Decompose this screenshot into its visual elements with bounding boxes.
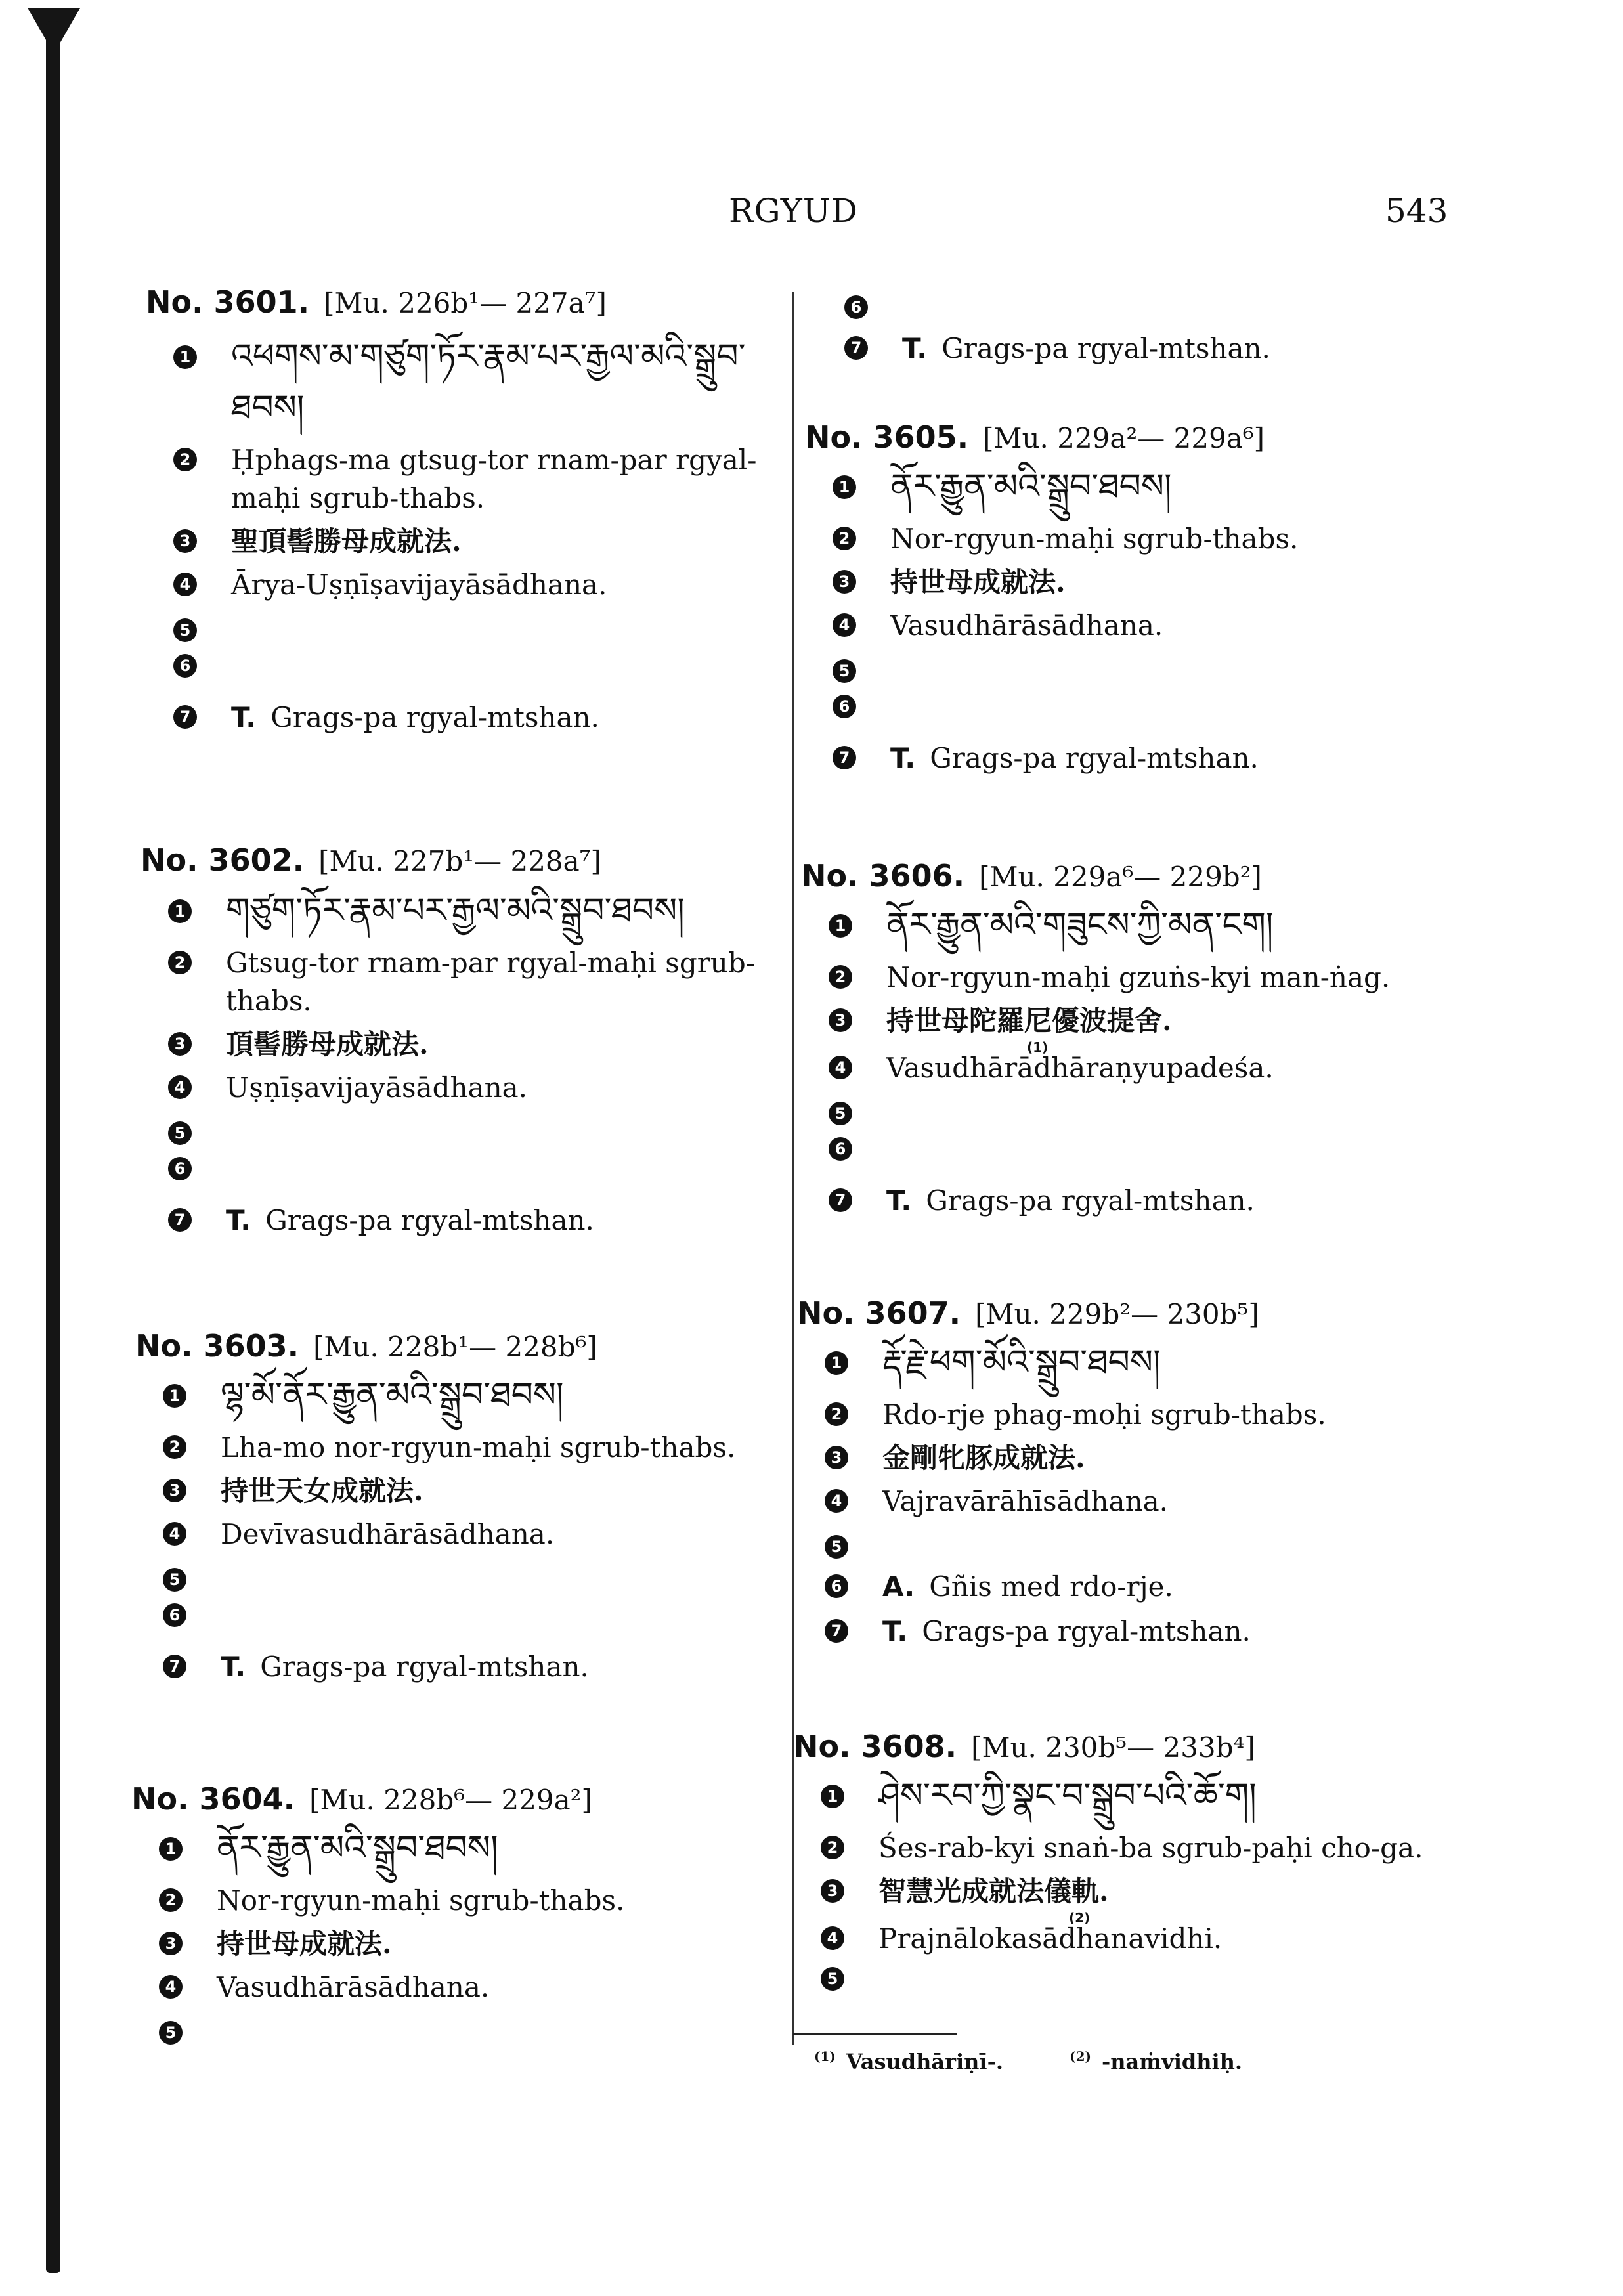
transliteration: 2 Lha-mo nor-rgyun-maḥi sgrub-thabs. bbox=[135, 1429, 776, 1467]
entry-3607 bbox=[797, 1293, 1473, 1651]
tibetan-title: 1 ནོར་རྒྱུན་མའི་སྒྲུབ་ཐབས། bbox=[805, 461, 1473, 512]
marker-5: 5 bbox=[825, 1535, 848, 1559]
translator: 7 T. Grags-pa rgyal-mtshan. bbox=[797, 1613, 1473, 1651]
footnote-2: $^{(2)}$ -naṁvidhiḥ. bbox=[1070, 2048, 1243, 2074]
empty-field-5 bbox=[793, 1958, 1473, 2005]
translator: 7 T. Grags-pa rgyal-mtshan. bbox=[146, 699, 776, 737]
marker-5: 5 bbox=[821, 1967, 844, 1991]
marker-3: 3 bbox=[159, 1932, 183, 1955]
transliteration: 2 Nor-rgyun-maḥi sgrub-thabs. bbox=[805, 520, 1473, 558]
entry-number: No. 3602. bbox=[141, 842, 305, 878]
marker-7: 7 bbox=[173, 705, 197, 729]
marker-6: 6 bbox=[844, 295, 868, 319]
sanskrit-title: 4 Uṣṇīṣavijayāsādhana. bbox=[141, 1069, 776, 1107]
marker-4: 4 bbox=[829, 1056, 852, 1079]
marker-7: 7 bbox=[844, 336, 868, 360]
marker-6: 6 bbox=[825, 1574, 848, 1598]
marker-2: 2 bbox=[833, 527, 856, 550]
marker-3: 3 bbox=[163, 1479, 186, 1502]
marker-2: 2 bbox=[159, 1888, 183, 1912]
marker-4: 4 bbox=[163, 1522, 186, 1546]
entry-heading bbox=[805, 418, 1473, 457]
tibetan-title: 1 ནོར་རྒྱུན་མའི་སྒྲུབ་ཐབས། bbox=[131, 1823, 776, 1874]
transliteration: 2 Nor-rgyun-maḥi gzuṅs-kyi man-ṅag. bbox=[801, 959, 1473, 997]
tibetan-title: 1 རྡོ་རྗེ་ཕག་མོའི་སྒྲུབ་ཐབས། bbox=[797, 1337, 1473, 1388]
entry-number: No. 3608. bbox=[793, 1729, 957, 1764]
marker-7: 7 bbox=[829, 1188, 852, 1212]
footnote-rule bbox=[793, 2033, 957, 2035]
marker-3: 3 bbox=[168, 1032, 192, 1056]
marker-6: 6 bbox=[163, 1603, 186, 1627]
translator: 7 T. Grags-pa rgyal-mtshan. bbox=[805, 739, 1473, 777]
marker-2: 2 bbox=[168, 951, 192, 974]
marker-5: 5 bbox=[168, 1121, 192, 1145]
chinese-title: 3 頂髻勝母成就法. bbox=[141, 1026, 776, 1064]
entry-3602 bbox=[141, 840, 776, 1240]
entry-number: No. 3603. bbox=[135, 1328, 299, 1364]
marker-3: 3 bbox=[833, 570, 856, 594]
marker-6: 6 bbox=[829, 1137, 852, 1161]
transliteration: 2 Śes-rab-kyi snaṅ-ba sgrub-paḥi cho-ga. bbox=[793, 1829, 1473, 1867]
marker-1: 1 bbox=[833, 475, 856, 499]
chinese-title: 3 金剛牝豚成就法. bbox=[797, 1439, 1473, 1477]
empty-field-6 bbox=[135, 1601, 776, 1648]
entry-number: No. 3601. bbox=[146, 284, 310, 320]
marker-1: 1 bbox=[159, 1837, 183, 1861]
entry-3604 bbox=[131, 1779, 776, 2054]
chinese-title: 3 智慧光成就法儀軌. (2) bbox=[793, 1873, 1473, 1911]
mu-reference: [Mu. 228b⁶— 229a²] bbox=[309, 1784, 592, 1816]
chinese-title: 3 持世母成就法. bbox=[131, 1925, 776, 1963]
entry-3604-continued bbox=[817, 289, 1473, 368]
marker-2: 2 bbox=[829, 965, 852, 989]
chinese-title: 3 持世母陀羅尼優波提舍. (1) bbox=[801, 1002, 1473, 1040]
chinese-title: 3 持世天女成就法. bbox=[135, 1472, 776, 1510]
tibetan-title: 1 ཤེས་རབ་ཀྱི་སྣང་བ་སྒྲུབ་པའི་ཆོ་ག། bbox=[793, 1770, 1473, 1821]
marker-4: 4 bbox=[173, 573, 197, 596]
marker-2: 2 bbox=[173, 448, 197, 471]
translator: 7 T. Grags-pa rgyal-mtshan. bbox=[135, 1648, 776, 1686]
empty-field-5 bbox=[797, 1521, 1473, 1568]
entry-heading bbox=[801, 856, 1473, 896]
mu-reference: [Mu. 230b⁵— 233b⁴] bbox=[971, 1731, 1255, 1764]
marker-3: 3 bbox=[821, 1879, 844, 1903]
mu-reference: [Mu. 227b¹— 228a⁷] bbox=[318, 845, 601, 877]
sanskrit-title: 4 Vasudhārādhāraṇyupadeśa. bbox=[801, 1049, 1473, 1087]
marker-5: 5 bbox=[829, 1102, 852, 1125]
marker-1: 1 bbox=[173, 345, 197, 369]
footnotes bbox=[814, 2048, 1301, 2074]
entry-number: No. 3605. bbox=[805, 420, 969, 455]
marker-1: 1 bbox=[168, 899, 192, 923]
transliteration: 2 Rdo-rje phag-moḥi sgrub-thabs. bbox=[797, 1396, 1473, 1434]
marker-7: 7 bbox=[168, 1208, 192, 1232]
transliteration: 2 Ḥphags-ma gtsug-tor rnam-par rgyal-maḥi sgrub-thabs. bbox=[146, 441, 776, 517]
entry-number: No. 3606. bbox=[801, 858, 965, 894]
chinese-title: 3 聖頂髻勝母成就法. bbox=[146, 523, 776, 561]
author: 6 A. Gñis med rdo-rje. bbox=[797, 1568, 1473, 1606]
empty-field-5 bbox=[801, 1087, 1473, 1135]
entry-heading bbox=[141, 840, 776, 880]
marker-3: 3 bbox=[825, 1446, 848, 1469]
marker-6: 6 bbox=[168, 1157, 192, 1180]
marker-3: 3 bbox=[829, 1008, 852, 1032]
marker-5: 5 bbox=[173, 618, 197, 642]
mu-reference: [Mu. 229a⁶— 229b²] bbox=[979, 861, 1262, 893]
marker-5: 5 bbox=[159, 2021, 183, 2045]
translator: 7 T. Grags-pa rgyal-mtshan. bbox=[141, 1202, 776, 1240]
entry-heading bbox=[135, 1326, 776, 1366]
footnote-marker: (1) bbox=[1027, 1039, 1049, 1055]
footnote-marker: (2) bbox=[1069, 1910, 1091, 1926]
tibetan-title: 1 ནོར་རྒྱུན་མའི་གཟུངས་ཀྱི་མན་ངག། bbox=[801, 899, 1473, 951]
page-number: 543 bbox=[1385, 192, 1448, 230]
footnote-1: $^{(1)}$ Vasudhāriṇī-. bbox=[814, 2048, 1003, 2074]
tibetan-title: 1 གཙུག་ཏོར་རྣམ་པར་རྒྱལ་མའི་སྒྲུབ་ཐབས། bbox=[141, 885, 776, 936]
empty-field-5 bbox=[805, 645, 1473, 692]
entry-heading bbox=[797, 1293, 1473, 1333]
translator: 7 T. Grags-pa rgyal-mtshan. bbox=[801, 1182, 1473, 1220]
sanskrit-title: 4 Devīvasudhārāsādhana. bbox=[135, 1515, 776, 1553]
entry-heading bbox=[793, 1727, 1473, 1766]
chinese-title: 3 持世母成就法. bbox=[805, 563, 1473, 601]
marker-1: 1 bbox=[829, 914, 852, 938]
marker-5: 5 bbox=[833, 659, 856, 683]
marker-4: 4 bbox=[825, 1489, 848, 1513]
marker-6: 6 bbox=[173, 654, 197, 678]
marker-6: 6 bbox=[833, 695, 856, 718]
entry-3603 bbox=[135, 1326, 776, 1686]
mu-reference: [Mu. 229b²— 230b⁵] bbox=[975, 1298, 1259, 1330]
marker-3: 3 bbox=[173, 529, 197, 553]
sanskrit-title: 4 Prajnālokasādhanavidhi. bbox=[793, 1920, 1473, 1958]
marker-7: 7 bbox=[163, 1655, 186, 1678]
marker-4: 4 bbox=[159, 1975, 183, 1999]
marker-7: 7 bbox=[833, 746, 856, 769]
transliteration: 2 Nor-rgyun-maḥi sgrub-thabs. bbox=[131, 1882, 776, 1920]
marker-1: 1 bbox=[163, 1384, 186, 1408]
sanskrit-title: 4 Vajravārāhīsādhana. bbox=[797, 1483, 1473, 1521]
marker-4: 4 bbox=[168, 1075, 192, 1099]
entry-number: No. 3607. bbox=[797, 1295, 961, 1331]
marker-2: 2 bbox=[163, 1435, 186, 1459]
translator: 7 T. Grags-pa rgyal-mtshan. bbox=[817, 330, 1473, 368]
empty-field-5 bbox=[141, 1107, 776, 1154]
tibetan-title: 1 འཕགས་མ་གཙུག་ཏོར་རྣམ་པར་རྒྱལ་མའི་སྒྲུབ་ཐབས། bbox=[146, 331, 776, 433]
mu-reference: [Mu. 229a²— 229a⁶] bbox=[983, 422, 1265, 454]
marker-4: 4 bbox=[833, 613, 856, 637]
marker-1: 1 bbox=[821, 1785, 844, 1808]
empty-field-6 bbox=[817, 289, 1473, 330]
running-header: RGYUD bbox=[729, 192, 858, 230]
empty-field-6 bbox=[805, 692, 1473, 739]
entry-heading bbox=[131, 1779, 776, 1819]
marker-4: 4 bbox=[821, 1926, 844, 1950]
mu-reference: [Mu. 228b¹— 228b⁶] bbox=[313, 1331, 597, 1363]
empty-field-6 bbox=[801, 1135, 1473, 1182]
transliteration: 2 Gtsug-tor rnam-par rgyal-maḥi sgrub-thabs. bbox=[141, 944, 776, 1020]
empty-field-5 bbox=[146, 604, 776, 651]
empty-field-6 bbox=[146, 651, 776, 699]
entry-heading bbox=[146, 282, 776, 322]
marker-1: 1 bbox=[825, 1351, 848, 1375]
tibetan-title: 1 ལྷ་མོ་ནོར་རྒྱུན་མའི་སྒྲུབ་ཐབས། bbox=[135, 1370, 776, 1421]
entry-number: No. 3604. bbox=[131, 1781, 295, 1817]
book-binding-edge bbox=[41, 8, 67, 2286]
empty-field-5 bbox=[131, 2006, 776, 2054]
empty-field-5 bbox=[135, 1553, 776, 1601]
marker-2: 2 bbox=[825, 1402, 848, 1426]
sanskrit-title: 4 Ārya-Uṣṇīṣavijayāsādhana. bbox=[146, 566, 776, 604]
entry-3601 bbox=[146, 282, 776, 737]
empty-field-6 bbox=[141, 1154, 776, 1202]
mu-reference: [Mu. 226b¹— 227a⁷] bbox=[324, 287, 607, 319]
marker-2: 2 bbox=[821, 1836, 844, 1859]
marker-7: 7 bbox=[825, 1619, 848, 1643]
entry-3606 bbox=[801, 856, 1473, 1220]
entry-3605 bbox=[805, 418, 1473, 777]
entry-3608 bbox=[793, 1727, 1473, 2005]
marker-5: 5 bbox=[163, 1568, 186, 1592]
sanskrit-title: 4 Vasudhārāsādhana. bbox=[131, 1968, 776, 2006]
sanskrit-title: 4 Vasudhārāsādhana. bbox=[805, 607, 1473, 645]
